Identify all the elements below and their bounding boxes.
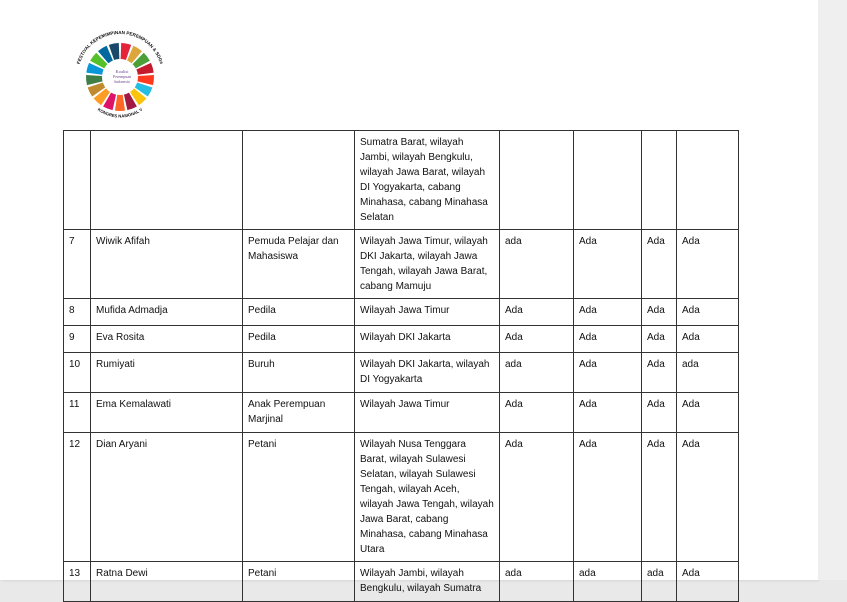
row-number: 7 bbox=[64, 230, 91, 299]
logo-center-line-2: Perempuan bbox=[113, 74, 131, 79]
table-body bbox=[64, 131, 739, 602]
region-list: Wilayah Jawa Timur bbox=[355, 393, 500, 433]
participant-name: Dian Aryani bbox=[91, 433, 243, 562]
check-col-1: Ada bbox=[500, 326, 574, 353]
check-col-1: ada bbox=[500, 230, 574, 299]
region-list: Wilayah DKI Jakarta, wilayah DI Yogyakarta bbox=[355, 353, 500, 393]
participant-category: Buruh bbox=[243, 353, 355, 393]
row-number: 8 bbox=[64, 299, 91, 326]
check-col-2: Ada bbox=[574, 230, 642, 299]
row-number: 13 bbox=[64, 562, 91, 602]
check-col-1: Ada bbox=[500, 393, 574, 433]
check-col-3: Ada bbox=[642, 299, 677, 326]
table-row bbox=[64, 326, 739, 353]
logo-ring-text-bottom: KONGRES NASIONAL V bbox=[96, 106, 144, 119]
participant-category: Pedila bbox=[243, 326, 355, 353]
region-list: Wilayah Nusa Tenggara Barat, wilayah Sulawesi Selatan, wilayah Sulawesi Tengah, wilayah Aceh, wilayah Jawa Tengah, wilayah Jawa Barat, cabang Minahasa, cabang Minahasa Utara bbox=[355, 433, 500, 562]
participant-name: Wiwik Afifah bbox=[91, 230, 243, 299]
participant-category: Petani bbox=[243, 562, 355, 602]
table-row bbox=[64, 131, 739, 230]
check-col-1 bbox=[500, 131, 574, 230]
check-col-4: Ada bbox=[677, 393, 739, 433]
participant-name: Eva Rosita bbox=[91, 326, 243, 353]
check-col-2: Ada bbox=[574, 433, 642, 562]
check-col-1: ada bbox=[500, 353, 574, 393]
check-col-4: ada bbox=[677, 353, 739, 393]
participant-name: Ratna Dewi bbox=[91, 562, 243, 602]
participant-name bbox=[91, 131, 243, 230]
region-list: Sumatra Barat, wilayah Jambi, wilayah Bengkulu, wilayah Jawa Barat, wilayah DI Yogyakarta, cabang Minahasa, cabang Minahasa Selatan bbox=[355, 131, 500, 230]
check-col-3 bbox=[642, 131, 677, 230]
check-col-1: Ada bbox=[500, 433, 574, 562]
table-row bbox=[64, 433, 739, 562]
participant-category: Pemuda Pelajar dan Mahasiswa bbox=[243, 230, 355, 299]
logo-ring-text-top: FESTIVAL KEPEMIMPINAN PEREMPUAN & SDGs bbox=[75, 29, 165, 65]
check-col-1: ada bbox=[500, 562, 574, 602]
check-col-3: ada bbox=[642, 562, 677, 602]
row-number: 11 bbox=[64, 393, 91, 433]
check-col-4 bbox=[677, 131, 739, 230]
participant-category: Pedila bbox=[243, 299, 355, 326]
check-col-2: Ada bbox=[574, 353, 642, 393]
participant-name: Mufida Admadja bbox=[91, 299, 243, 326]
kongres-logo bbox=[64, 22, 176, 132]
logo-center-line-3: Indonesia bbox=[114, 79, 130, 84]
table-row bbox=[64, 230, 739, 299]
participant-category: Petani bbox=[243, 433, 355, 562]
check-col-4: Ada bbox=[677, 433, 739, 562]
check-col-3: Ada bbox=[642, 326, 677, 353]
check-col-3: Ada bbox=[642, 433, 677, 562]
row-number: 10 bbox=[64, 353, 91, 393]
participant-category bbox=[243, 131, 355, 230]
check-col-1: Ada bbox=[500, 299, 574, 326]
participant-category: Anak Perempuan Marjinal bbox=[243, 393, 355, 433]
check-col-4: Ada bbox=[677, 562, 739, 602]
table-row bbox=[64, 393, 739, 433]
check-col-3: Ada bbox=[642, 353, 677, 393]
participants-table bbox=[63, 130, 739, 602]
check-col-4: Ada bbox=[677, 230, 739, 299]
region-list: Wilayah Jambi, wilayah Bengkulu, wilayah Sumatra bbox=[355, 562, 500, 602]
row-number: 9 bbox=[64, 326, 91, 353]
sdg-wheel-segment bbox=[115, 95, 125, 111]
check-col-2: Ada bbox=[574, 299, 642, 326]
region-list: Wilayah Jawa Timur, wilayah DKI Jakarta, wilayah Jawa Tengah, wilayah Jawa Barat, cabang Mamuju bbox=[355, 230, 500, 299]
row-number bbox=[64, 131, 91, 230]
check-col-3: Ada bbox=[642, 230, 677, 299]
viewer-background bbox=[818, 0, 847, 580]
table-row bbox=[64, 299, 739, 326]
region-list: Wilayah Jawa Timur bbox=[355, 299, 500, 326]
table-row bbox=[64, 562, 739, 602]
check-col-2: ada bbox=[574, 562, 642, 602]
check-col-4: Ada bbox=[677, 299, 739, 326]
table-row bbox=[64, 353, 739, 393]
logo-center-line-1: Koalisi bbox=[115, 69, 129, 74]
check-col-2: Ada bbox=[574, 326, 642, 353]
check-col-4: Ada bbox=[677, 326, 739, 353]
check-col-2 bbox=[574, 131, 642, 230]
check-col-2: Ada bbox=[574, 393, 642, 433]
region-list: Wilayah DKI Jakarta bbox=[355, 326, 500, 353]
check-col-3: Ada bbox=[642, 393, 677, 433]
participant-name: Ema Kemalawati bbox=[91, 393, 243, 433]
participant-name: Rumiyati bbox=[91, 353, 243, 393]
row-number: 12 bbox=[64, 433, 91, 562]
